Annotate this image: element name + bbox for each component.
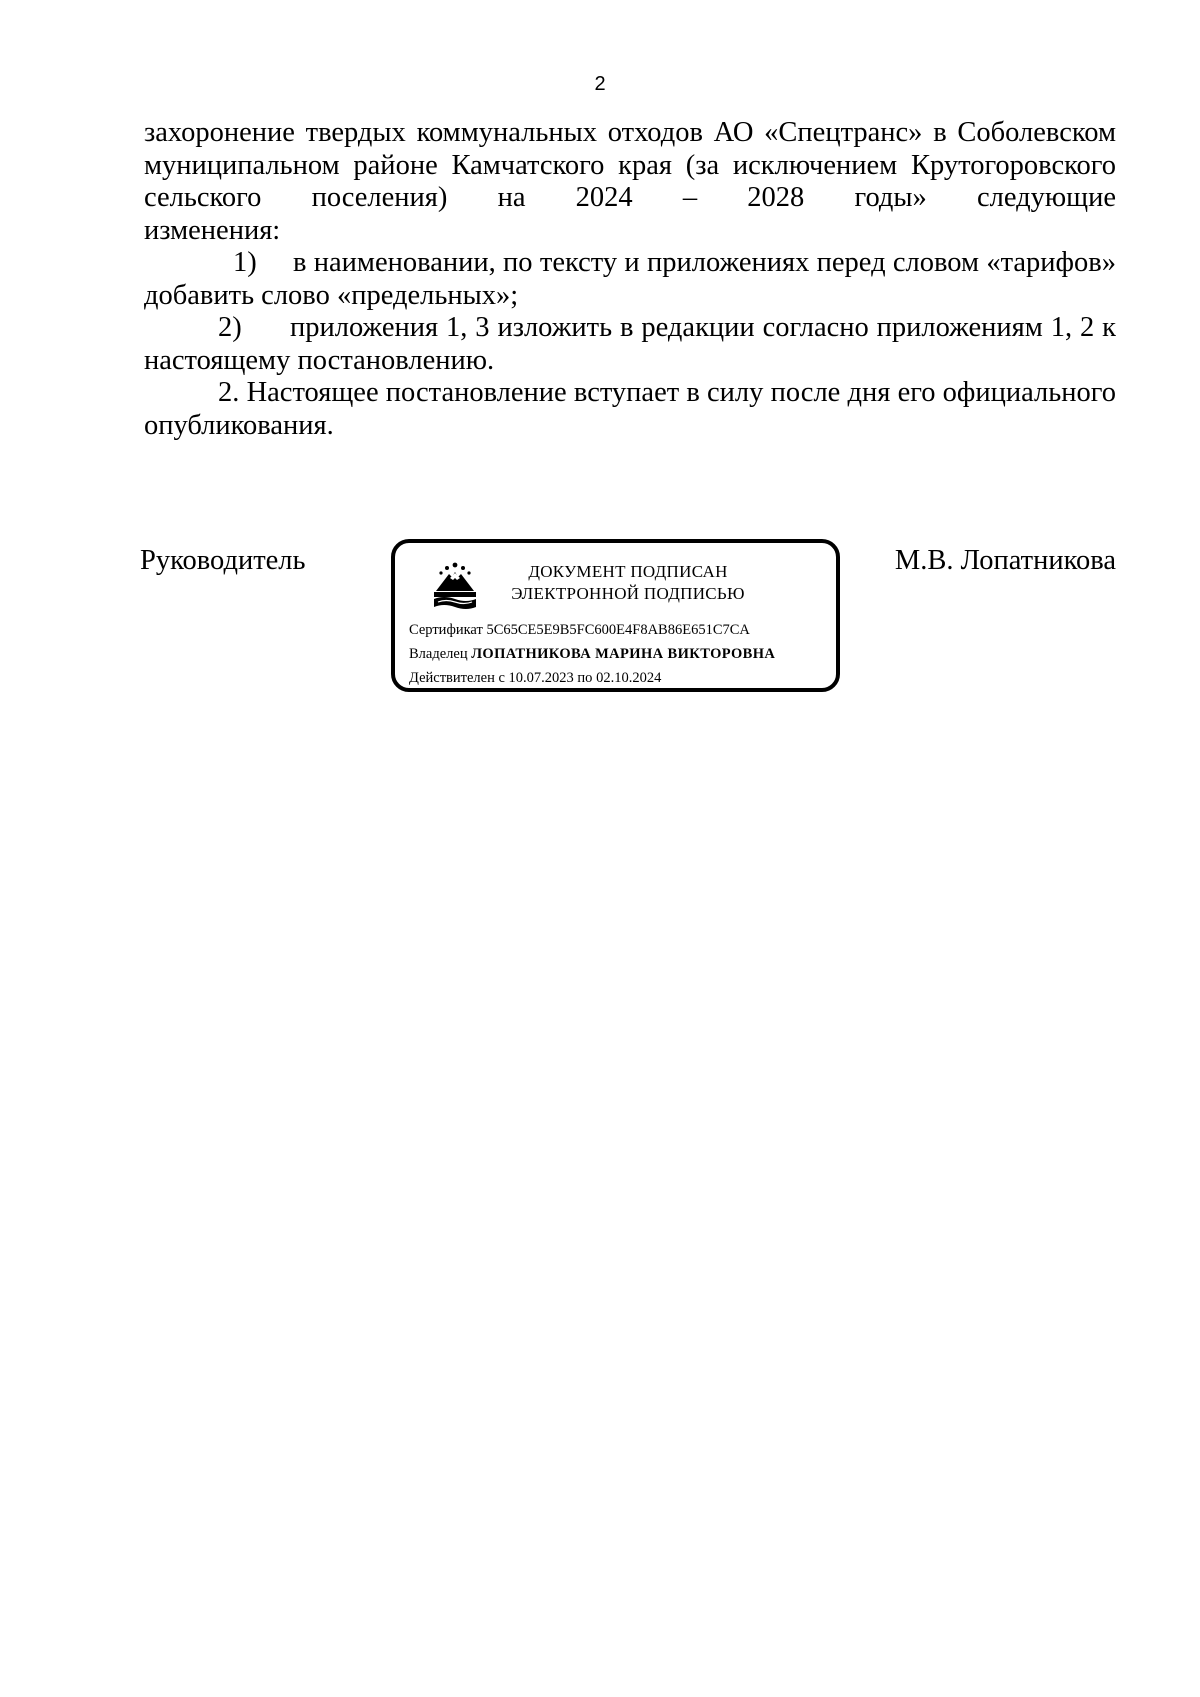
stamp-validity [409,669,661,687]
stamp-valid-label: Действителен [409,670,495,686]
stamp-title [503,561,753,605]
paragraph-intro-last-line: изменения: [144,214,281,246]
stamp-certificate-value: 5C65CE5E9B5FC600E4F8AB86E651C7CA [486,622,750,638]
stamp-owner [409,645,775,663]
stamp-certificate-label: Сертификат [409,622,483,638]
signer-position: Руководитель [140,545,306,576]
stamp-owner-value: ЛОПАТНИКОВА МАРИНА ВИКТОРОВНА [471,646,776,662]
stamp-title-line-2: ЭЛЕКТРОННОЙ ПОДПИСЬЮ [511,584,745,603]
list-item-1-number: 1) [233,247,257,278]
signer-name: М.В. Лопатникова [894,545,1116,576]
kamchatka-emblem-icon [432,561,478,611]
page-number: 2 [594,73,606,95]
list-item-1 [144,247,1116,312]
list-item-2-text: приложения 1, 3 изложить в редакции согласно приложениям 1, 2 к настоящему постановлению. [144,312,1116,376]
stamp-valid-to: 02.10.2024 [596,670,662,686]
stamp-valid-from: 10.07.2023 [508,670,574,686]
stamp-title-line-1: ДОКУМЕНТ ПОДПИСАН [528,562,728,581]
electronic-signature-stamp [391,539,840,692]
stamp-valid-from-label: с [498,670,505,686]
stamp-valid-to-label: по [577,670,593,686]
paragraph-intro [144,117,1116,247]
document-body [144,117,1116,442]
list-item-1-text: в наименовании, по тексту и приложениях перед словом «тарифов» добавить слово «предельных»; [144,247,1116,311]
paragraph-intro-text: захоронение твердых коммунальных отходов АО «Спецтранс» в Соболевском муниципальном районе Камчатского края (за исключением Крутогоровского сельского поселения) на 2024 – 2028 годы» следующие [144,117,1116,213]
stamp-owner-label: Владелец [409,646,468,662]
list-item-2 [144,312,1116,377]
list-item-2-number: 2) [218,312,242,343]
stamp-certificate [409,621,750,639]
paragraph-effective: 2. Настоящее постановление вступает в силу после дня его официального опубликования. [144,377,1116,441]
